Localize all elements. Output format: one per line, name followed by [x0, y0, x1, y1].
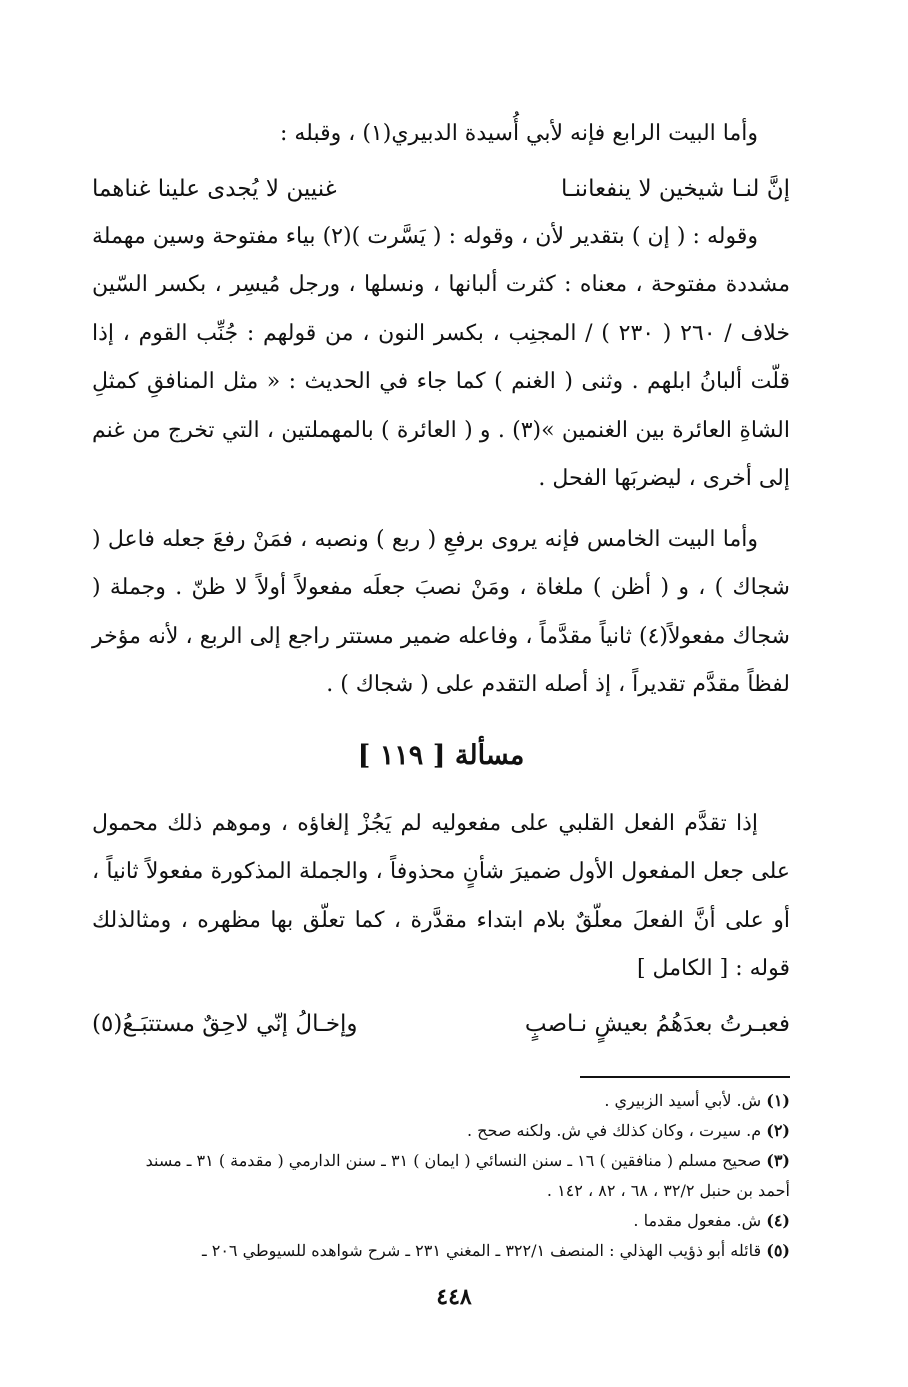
footnote-2-text: م. سيرت ، وكان كذلك في ش. ولكنه صحح . [466, 1120, 762, 1140]
verse-1-first-hemistich: إنَّ لنـا شيخين لا ينفعاننـا [560, 175, 790, 202]
footnote-1-number: (١) [766, 1090, 790, 1110]
paragraph-intro-verse4: وأما البيت الرابع فإنه لأبي أُسيدة الدبيري(١) ، وقبله : [279, 121, 758, 146]
footnote-2 [92, 1116, 790, 1146]
footnote-1 [92, 1086, 790, 1116]
footnote-3-text: صحيح مسلم ( منافقين ) ١٦ ـ سنن النسائي ( ايمان ) ٣١ ـ سنن الدارمي ( مقدمة ) ٣١ ـ مسند [145, 1150, 762, 1170]
footnote-5-number: (٥) [766, 1240, 790, 1260]
footnote-4 [92, 1206, 790, 1236]
paragraph-commentary-2: وأما البيت الخامس فإنه يروى برفعِ ( ربع ) ونصبه ، فمَنْ رفعَ جعله فاعل ( شجاك ) ، و ( أظن ) ملغاة ، ومَنْ نصبَ جعلَه مفعولاً أولاً لا ظنّ . وجملة ( شجاك مفعولاً(٤) ثانياً مقدَّماً ، وفاعله ضمير مستتر راجع إلى الربع ، لأنه مؤخر لفظاً مقدَّم تقديراً ، إذ أصله التقدم على ( شجاك ) . [92, 526, 790, 697]
verse-2-second-hemistich: وإخـالُ إنّي لاحِقٌ مستتبَـعُ(٥) [92, 1010, 358, 1037]
poem-verse-2 [92, 1000, 790, 1048]
poem-verse-1 [92, 165, 790, 213]
footnote-3 [92, 1146, 790, 1176]
page-number: ٤٤٨ [436, 1284, 472, 1310]
footnotes [92, 1086, 790, 1266]
footnote-divider [580, 1076, 790, 1078]
footnote-5 [92, 1236, 790, 1266]
section-heading: مسألة [ ١١٩ ] [357, 739, 525, 771]
footnote-4-number: (٤) [766, 1210, 790, 1230]
verse-2-first-hemistich: فعبـرتُ بعدَهُمُ بعيشٍ نـاصبٍ [524, 1010, 790, 1037]
paragraph-issue-119: إذا تقدَّم الفعل القلبي على مفعوليه لم يَجُزْ إلغاؤه ، وموهم ذلك محمول على جعل المفعول الأول ضميرَ شأنٍ محذوفاً ، والجملة المذكورة مفعولاً ثانياً ، أو على أنَّ الفعلَ معلّقٌ بلام ابتداء مقدَّرة ، كما تعلّق بها مظهره ، ومثالذلك قوله : [ الكامل ] [92, 810, 790, 981]
footnote-5-text: قائله أبو ذؤيب الهذلي : المنصف ٣٢٢/١ ـ المغني ٢٣١ ـ شرح شواهده للسيوطي ٢٠٦ ـ [201, 1240, 762, 1260]
footnote-4-text: ش. مفعول مقدما . [633, 1210, 762, 1230]
footnote-1-text: ش. لأبي أسيد الزبيري . [604, 1090, 762, 1110]
verse-1-second-hemistich: غنيين لا يُجدى علينا غناهما [92, 175, 337, 202]
paragraph-commentary-1: وقوله : ( إن ) بتقدير لأن ، وقوله : ( يَسَّرت )(٢) بياء مفتوحة وسين مهملة مشددة مفتوحة ، معناه : كثرت ألبانها ، ونسلها ، ورجل مُيسِر ، بكسر السّين خلاف / ٢٦٠ ( ٢٣٠ ) / المجنِب ، بكسر النون ، من قولهم : جُنِّب القوم ، إذا قلّت ألبانُ ابلهم . وثنى ( الغنم ) كما جاء في الحديث : « مثل المنافقِ كمثلِ الشاةِ العائرة بين الغنمين »(٣) . و ( العائرة ) بالمهملتين ، التي تخرج من غنم إلى أخرى ، ليضربَها الفحل . [92, 223, 791, 491]
footnote-3-continuation: أحمد بن حنبل ٣٢/٢ ، ٦٨ ، ٨٢ ، ١٤٢ . [546, 1180, 790, 1200]
footnote-3-number: (٣) [766, 1150, 790, 1170]
footnote-2-number: (٢) [766, 1120, 790, 1140]
